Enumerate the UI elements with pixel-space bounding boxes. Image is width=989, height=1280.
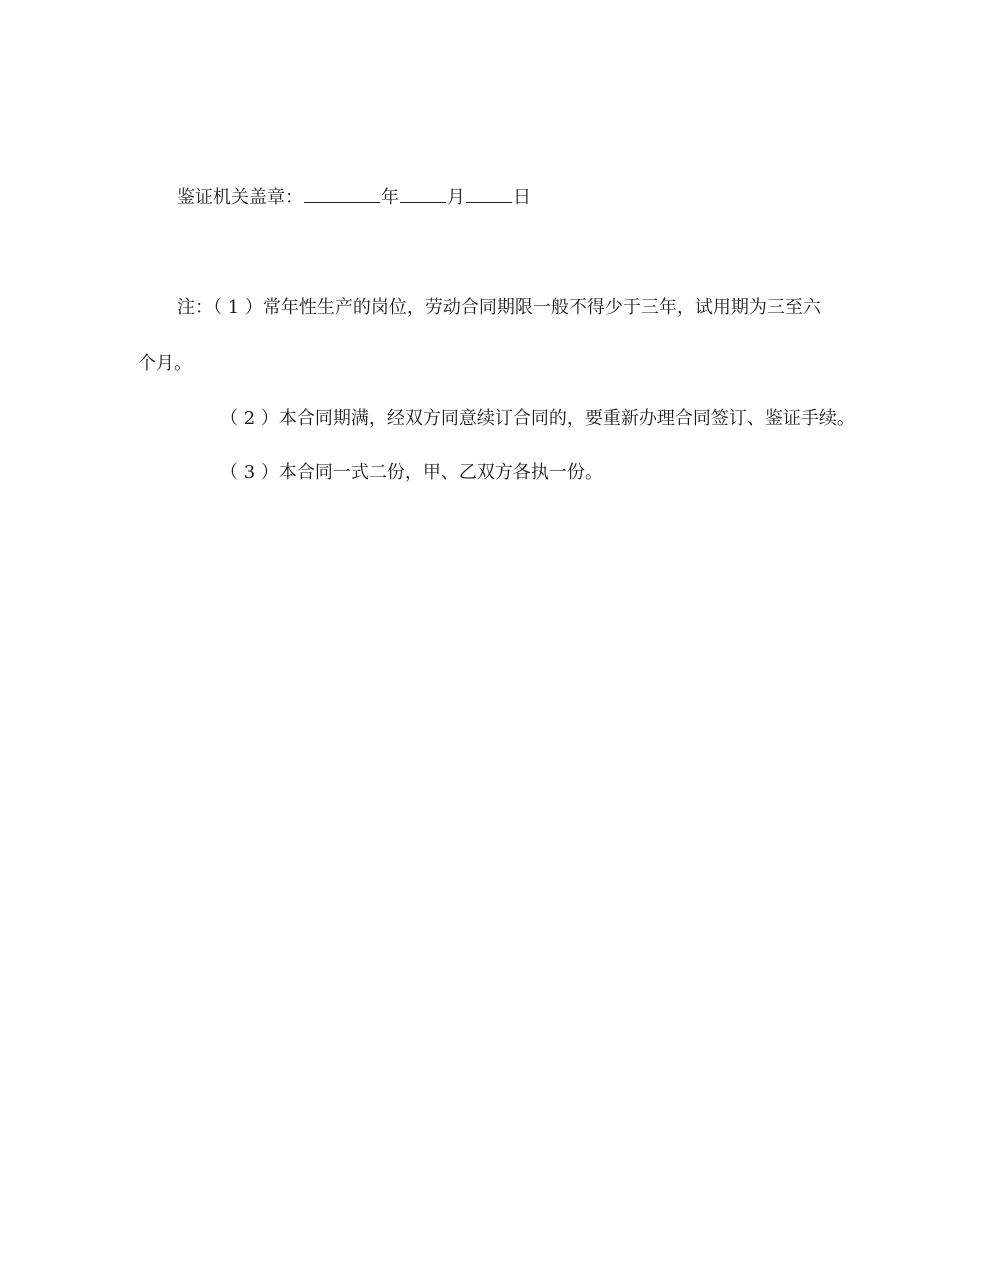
note-3: （ 3 ）本合同一式二份，甲、乙双方各执一份。 — [220, 462, 603, 483]
note-1-line-2: 个月。 — [138, 353, 192, 374]
day-label: 日 — [513, 187, 531, 208]
year-label: 年 — [381, 187, 399, 208]
note-1-line-1: 注：（ 1 ）常年性生产的岗位，劳动合同期限一般不得少于三年，试用期为三至六 — [177, 297, 821, 318]
month-blank — [400, 186, 446, 203]
seal-line — [177, 186, 531, 210]
month-label: 月 — [447, 187, 465, 208]
note-2: （ 2 ）本合同期满，经双方同意续订合同的，要重新办理合同签订、鉴证手续。 — [220, 408, 855, 429]
year-blank — [304, 186, 380, 203]
day-blank — [466, 186, 512, 203]
seal-label: 鉴证机关盖章： — [177, 187, 303, 208]
